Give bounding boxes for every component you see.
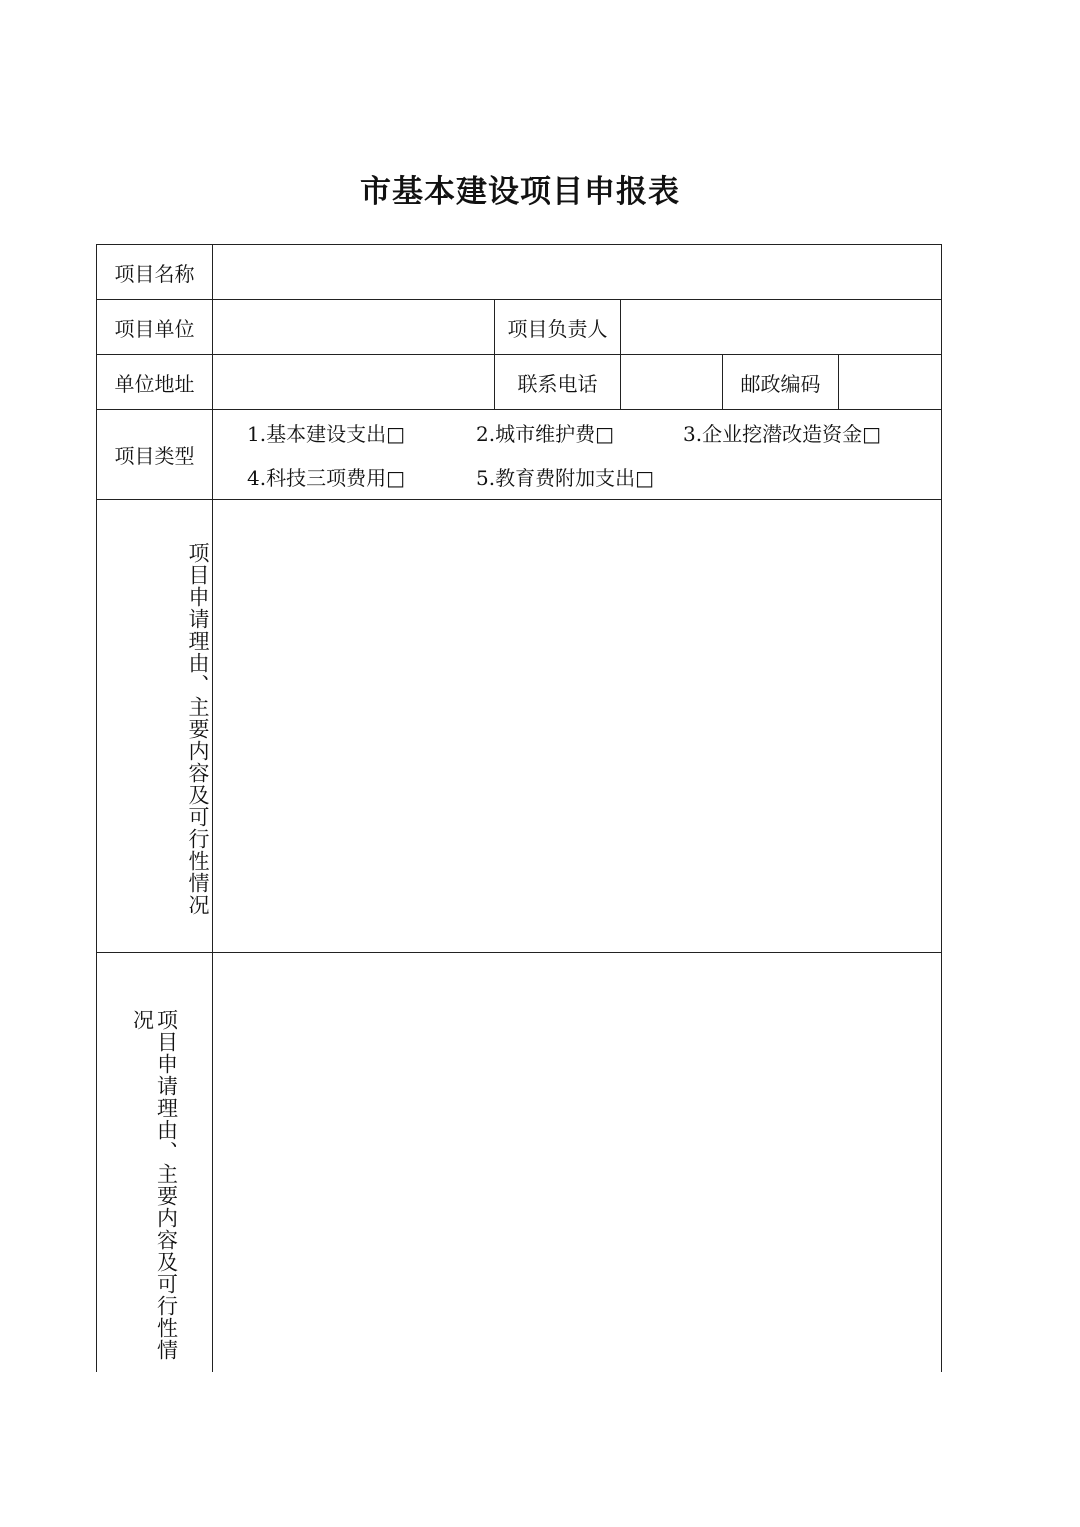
project-unit-label: 项目单位 — [97, 300, 213, 355]
type-option-basic-construction[interactable]: 1.基本建设支出□ — [247, 422, 405, 446]
application-form-table — [96, 244, 942, 1372]
row-project-type — [97, 410, 942, 500]
row-reason-section-1 — [97, 500, 942, 953]
project-leader-field[interactable] — [621, 300, 942, 355]
type-option-enterprise-renovation[interactable]: 3.企业挖潜改造资金□ — [683, 422, 881, 446]
postal-code-label: 邮政编码 — [723, 355, 839, 410]
row-project-name — [97, 245, 942, 300]
row-project-unit — [97, 300, 942, 355]
row-reason-section-2 — [97, 953, 942, 1372]
reason-label-1: 项目申请理由、主要内容及可行性情况 — [186, 542, 210, 916]
reason-field-1[interactable] — [213, 500, 942, 953]
unit-address-label: 单位地址 — [97, 355, 213, 410]
contact-phone-label: 联系电话 — [495, 355, 621, 410]
reason-label-cell-2 — [97, 953, 213, 1372]
unit-address-field[interactable] — [213, 355, 495, 410]
project-unit-field[interactable] — [213, 300, 495, 355]
reason-label-2: 项目申请理由、主要内容及可行性情况 — [130, 1009, 179, 1361]
page-title: 市基本建设项目申报表 — [360, 174, 680, 210]
contact-phone-field[interactable] — [621, 355, 723, 410]
project-type-label: 项目类型 — [97, 410, 213, 500]
reason-field-2[interactable] — [213, 953, 942, 1372]
type-option-tech-three-items[interactable]: 4.科技三项费用□ — [247, 466, 405, 490]
postal-code-field[interactable] — [839, 355, 942, 410]
project-type-line-2 — [247, 455, 941, 499]
project-name-field[interactable] — [213, 245, 942, 300]
project-name-label: 项目名称 — [97, 245, 213, 300]
type-option-city-maintenance[interactable]: 2.城市维护费□ — [476, 422, 614, 446]
project-type-line-1 — [247, 411, 941, 455]
project-type-options — [213, 410, 942, 500]
project-leader-label: 项目负责人 — [495, 300, 621, 355]
type-option-education-surcharge[interactable]: 5.教育费附加支出□ — [476, 466, 654, 490]
reason-label-cell-1 — [97, 500, 213, 953]
row-unit-address — [97, 355, 942, 410]
